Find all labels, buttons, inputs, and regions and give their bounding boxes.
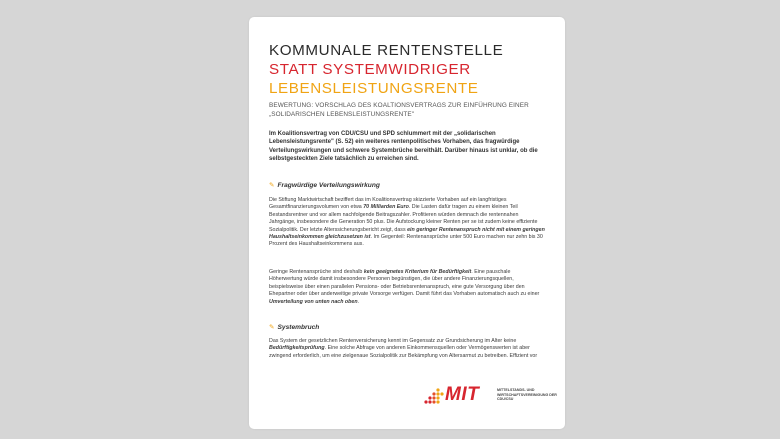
section-heading-text: Systembruch <box>277 324 320 331</box>
section-heading-text: Fragwürdige Verteilungswirkung <box>277 182 380 189</box>
title-line-2: STATT SYSTEMWIDRIGER <box>269 61 471 78</box>
title-line-3: LEBENSLEISTUNGSRENTE <box>269 80 479 97</box>
intro-paragraph: Im Koalitionsvertrag von CDU/CSU und SPD schlummert mit der „solidarischen Lebensleistungsrente" (S. 52) ein weiteres rentenpolitisches Vorhaben, das fragwürdige Verteilungswirkungen und schwere Systembrüche bereithält. Darüber hinaus ist unklar, ob die selbstgesteckten Ziele tatsächlich zu erreichen sind. <box>269 131 538 163</box>
paragraph-text: . Eine solche Abfrage von anderen Einkommensquellen oder Vermögenswerten ist aber zwingend erforderlich, um eine zielgenaue Sozialpolitik zur Bekämpfung von Altersarmut zu betreiben. Effizient vor <box>269 345 538 359</box>
paragraph-text: Geringe Rentenansprüche sind deshalb <box>269 269 364 275</box>
logo-dots-icon <box>423 388 445 406</box>
logo-subtitle: MITTELSTANDS- UND WIRTSCHAFTSVEREINIGUNG DER CDU/CSU <box>497 388 557 402</box>
emphasis-text: kein geeignetes Kriterium für Bedürftigkeit <box>363 269 472 275</box>
paragraph-text: Das System der gesetzlichen Rentenversicherung kennt im Gegensatz zur Grundsicherung im Alter keine <box>269 338 517 344</box>
paragraph-text: . Im Gegenteil: Rentenansprüche unter 500 Euro machen nur zehn bis 30 Prozent des Haushaltseinkommens aus. <box>269 234 543 248</box>
emphasis-text: 70 Milliarden Euro <box>363 204 409 211</box>
paragraph <box>269 197 545 249</box>
paragraph-text: . <box>357 298 360 305</box>
logo-wordmark: MIT <box>445 384 480 405</box>
paragraph-text: Die Stiftung Marktwirtschaft beziffert das im Koalitionsvertrag skizzierte Vorhaben auf ein langfristiges Gesamtfinanzierungsvolumen von etwa <box>269 197 507 211</box>
pen-icon: ✎ <box>269 324 275 331</box>
emphasis-text: Bedürftigkeitsprüfung <box>269 345 325 352</box>
emphasis-text: Umverteilung von unten nach oben <box>269 298 358 305</box>
mit-logo <box>419 384 559 410</box>
paragraph-text: . Eine pauschale Höherwertung würde damit insbesondere Personen begünstigen, die über andere Finanzierungsquellen, beispielsweise über einen parallelen Pensions- oder Betriebsrentenanspruch, eine gute Versorgung über den Ehepartner oder über anderweitige private Vorsorge verfügen. Damit führt das Vorhaben automatisch auch zu einer <box>269 269 540 298</box>
paragraph <box>269 338 545 360</box>
paragraph-text: . Die Lasten dafür tragen zu einem kleinen Teil Bestandsrentner und vor allem nachfolgende Beitragszahler. Profitieren würden demnach die rentennahen Jahrgänge, insbesondere die Generation 50 plus. Die Aufstockung kleiner Renten per se ist zudem keine effiziente Sozialpolitik. Der letzte Alterssicherungsbericht zeigt, dass <box>269 204 538 233</box>
document-subtitle: BEWERTUNG: VORSCHLAG DES KOALTIONSVERTRAGS ZUR EINFÜHRUNG EINER „SOLIDARISCHEN LEBENSLEISTUNGSRENTE" <box>269 102 529 118</box>
section-heading-system-break <box>269 323 319 331</box>
pen-icon: ✎ <box>269 182 275 189</box>
section-heading-distribution <box>269 181 380 189</box>
document-page <box>249 17 565 429</box>
emphasis-text: ein geringer Rentenanspruch nicht mit einem geringen Haushaltseinkommen gleichzusetzen ist <box>269 226 545 241</box>
title-line-1: KOMMUNALE RENTENSTELLE <box>269 42 504 59</box>
paragraph <box>269 269 545 306</box>
